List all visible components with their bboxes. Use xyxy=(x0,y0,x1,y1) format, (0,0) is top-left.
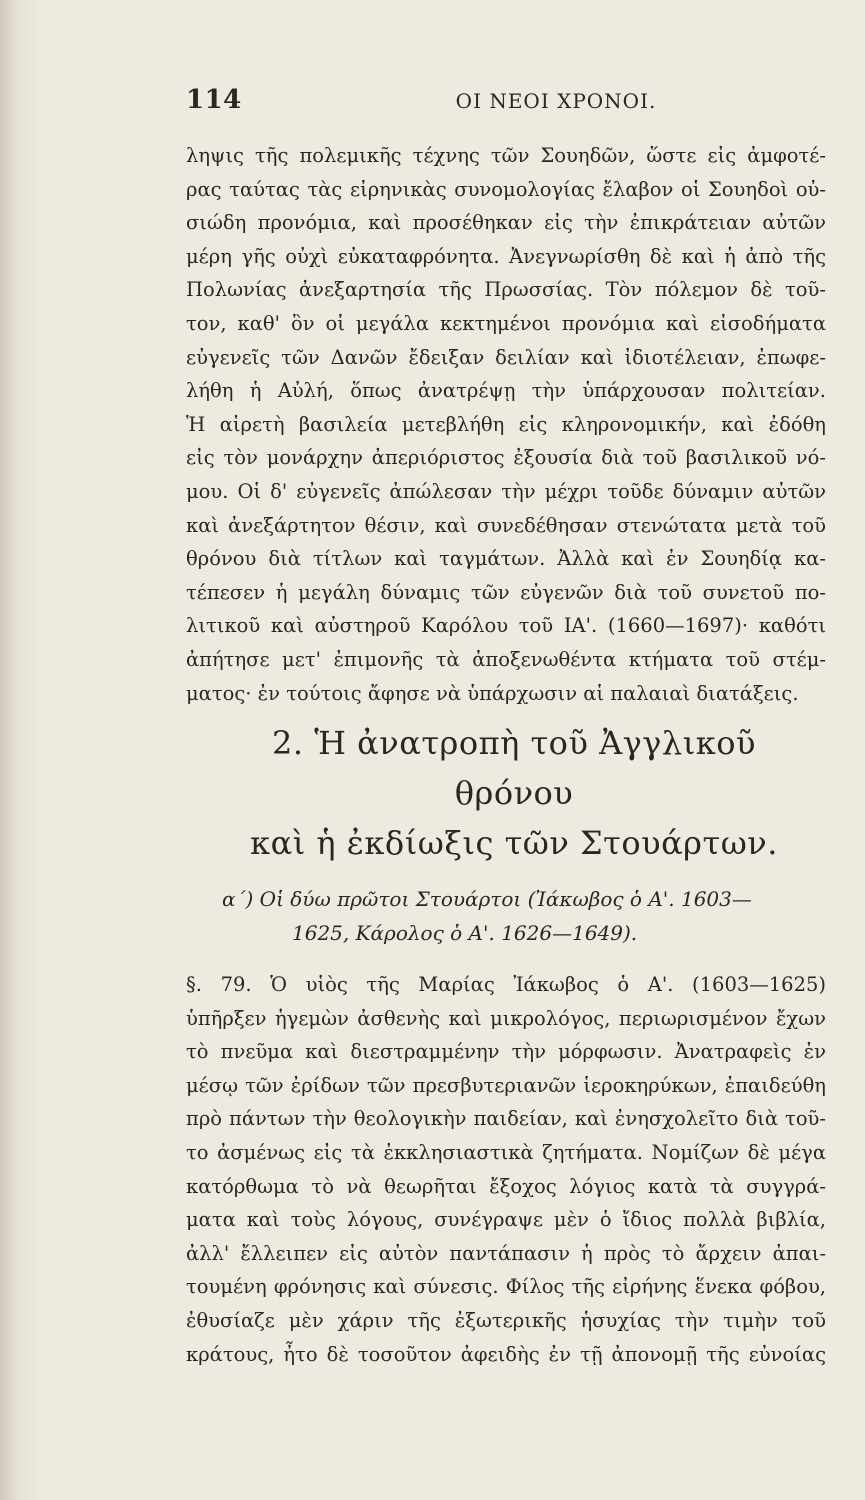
text-line: ἐθυσίαζε μὲν χάριν τῆς ἐξωτερικῆς ἡσυχίας τὴν τιμὴν τοῦ xyxy=(186,1309,826,1333)
subheading xyxy=(222,882,792,950)
text-line: τέπεσεν ἡ μεγάλη δύναμις τῶν εὐγενῶν διὰ τοῦ συνετοῦ πο- xyxy=(186,580,826,604)
text-line: ἀπήτησε μετ' ἐπιμονῆς τὰ ἀποξενωθέντα κτήματα τοῦ στέμ- xyxy=(186,647,826,671)
text-line: εἰς τὸν μονάρχην ἀπεριόριστος ἐξουσία διὰ τοῦ βασιλικοῦ νό- xyxy=(186,446,826,470)
subheading-line-2: 1625, Κάρολος ὁ Α'. 1626—1649). xyxy=(292,921,638,946)
text-line: καὶ ἀνεξάρτητον θέσιν, καὶ συνεδέθησαν στενώτατα μετὰ τοῦ xyxy=(186,513,826,537)
text-line: ματα καὶ τοὺς λόγους, συνέγραψε μὲν ὁ ἴδιος πολλὰ βιβλία, xyxy=(186,1208,826,1232)
text-line: Ἡ αἱρετὴ βασιλεία μετεβλήθη εἰς κληρονομικήν, καὶ ἐδόθη xyxy=(186,412,826,436)
body-text-2 xyxy=(186,968,826,1371)
text-line: μέρη γῆς οὐχὶ εὐκαταφρόνητα. Ἀνεγνωρίσθη δὲ καὶ ἡ ἀπὸ τῆς xyxy=(186,244,826,268)
section-heading xyxy=(214,718,814,868)
text-line: μου. Οἱ δ' εὐγενεῖς ἀπώλεσαν τὴν μέχρι τοῦδε δύναμιν αὐτῶν xyxy=(186,479,826,503)
text-line: τὸ πνεῦμα καὶ διεστραμμένην τὴν μόρφωσιν. Ἀνατραφεὶς ἐν xyxy=(186,1040,826,1064)
text-line: πρὸ πάντων τὴν θεολογικὴν παιδείαν, καὶ ἐνησχολεῖτο διὰ τοῦ- xyxy=(186,1107,826,1131)
text-line: τουμένη φρόνησις καὶ σύνεσις. Φίλος τῆς εἰρήνης ἕνεκα φόβου, xyxy=(186,1275,826,1299)
text-line: ὑπῆρξεν ἡγεμὼν ἀσθενὴς καὶ μικρολόγος, περιωρισμένον ἔχων xyxy=(186,1006,826,1030)
text-line: εὐγενεῖς τῶν Δανῶν ἔδειξαν δειλίαν καὶ ἰδιοτέλειαν, ἐπωφε- xyxy=(186,345,826,369)
section-heading-line-2: καὶ ἡ ἐκδίωξις τῶν Στουάρτων. xyxy=(250,824,778,863)
text-line: §. 79. Ὁ υἱὸς τῆς Μαρίας Ἰάκωβος ὁ Α'. (1603—1625) xyxy=(186,973,826,997)
text-line: ληψις τῆς πολεμικῆς τέχνης τῶν Σουηδῶν, ὥστε εἰς ἀμφοτέ- xyxy=(186,144,826,167)
text-line: μέσῳ τῶν ἐρίδων τῶν πρεσβυτεριανῶν ἱεροκηρύκων, ἐπαιδεύθη xyxy=(186,1073,826,1097)
text-line: τον, καθ' ὃν οἱ μεγάλα κεκτημένοι προνόμια καὶ εἰσοδήματα xyxy=(186,311,826,335)
page-header xyxy=(186,85,826,135)
text-line: κράτους, ἦτο δὲ τοσοῦτον ἀφειδὴς ἐν τῇ ἀπονομῇ τῆς εὐνοίας xyxy=(186,1342,826,1366)
text-line: κατόρθωμα τὸ νὰ θεωρῆται ἔξοχος λόγιος κατὰ τὰ συγγρά- xyxy=(186,1174,826,1198)
page-number: 114 xyxy=(186,85,242,115)
text-line: ρας ταύτας τὰς εἰρηνικὰς συνομολογίας ἔλαβον οἱ Σουηδοὶ οὐ- xyxy=(186,177,826,201)
running-head: ΟΙ ΝΕΟΙ ΧΡΟΝΟΙ. xyxy=(455,89,657,113)
text-line: σιώδη προνόμια, καὶ προσέθηκαν εἰς τὴν ἐπικράτειαν αὐτῶν xyxy=(186,211,826,235)
subheading-line-1: α΄) Οἱ δύω πρῶτοι Στουάρτοι (Ἰάκωβος ὁ Α'. 1603— xyxy=(222,887,752,912)
text-line: Πολωνίας ἀνεξαρτησία τῆς Πρωσσίας. Τὸν πόλεμον δὲ τοῦ- xyxy=(186,278,826,302)
text-line: ματος· ἐν τούτοις ἄφησε νὰ ὑπάρχωσιν αἱ παλαιαὶ διατάξεις. xyxy=(186,681,799,705)
page-text-block xyxy=(186,85,826,1371)
text-line: το ἀσμένως εἰς τὰ ἐκκλησιαστικὰ ζητήματα. Νομίζων δὲ μέγα xyxy=(186,1141,826,1165)
text-line: ἀλλ' ἔλλειπεν εἰς αὐτὸν παντάπασιν ἡ πρὸς τὸ ἄρχειν ἀπαι- xyxy=(186,1241,826,1265)
text-line: λιτικοῦ καὶ αὐστηροῦ Καρόλου τοῦ ΙΑ'. (1660—1697)· καθότι xyxy=(186,614,826,638)
section-heading-line-1: 2. Ἡ ἀνατροπὴ τοῦ Ἀγγλικοῦ θρόνου xyxy=(272,724,756,813)
text-line: θρόνου διὰ τίτλων καὶ ταγμάτων. Ἀλλὰ καὶ ἐν Σουηδίᾳ κα- xyxy=(186,547,826,571)
text-line: λήθη ἡ Αὐλή, ὅπως ἀνατρέψῃ τὴν ὑπάρχουσαν πολιτείαν. xyxy=(186,379,826,403)
body-text-1 xyxy=(186,139,826,710)
